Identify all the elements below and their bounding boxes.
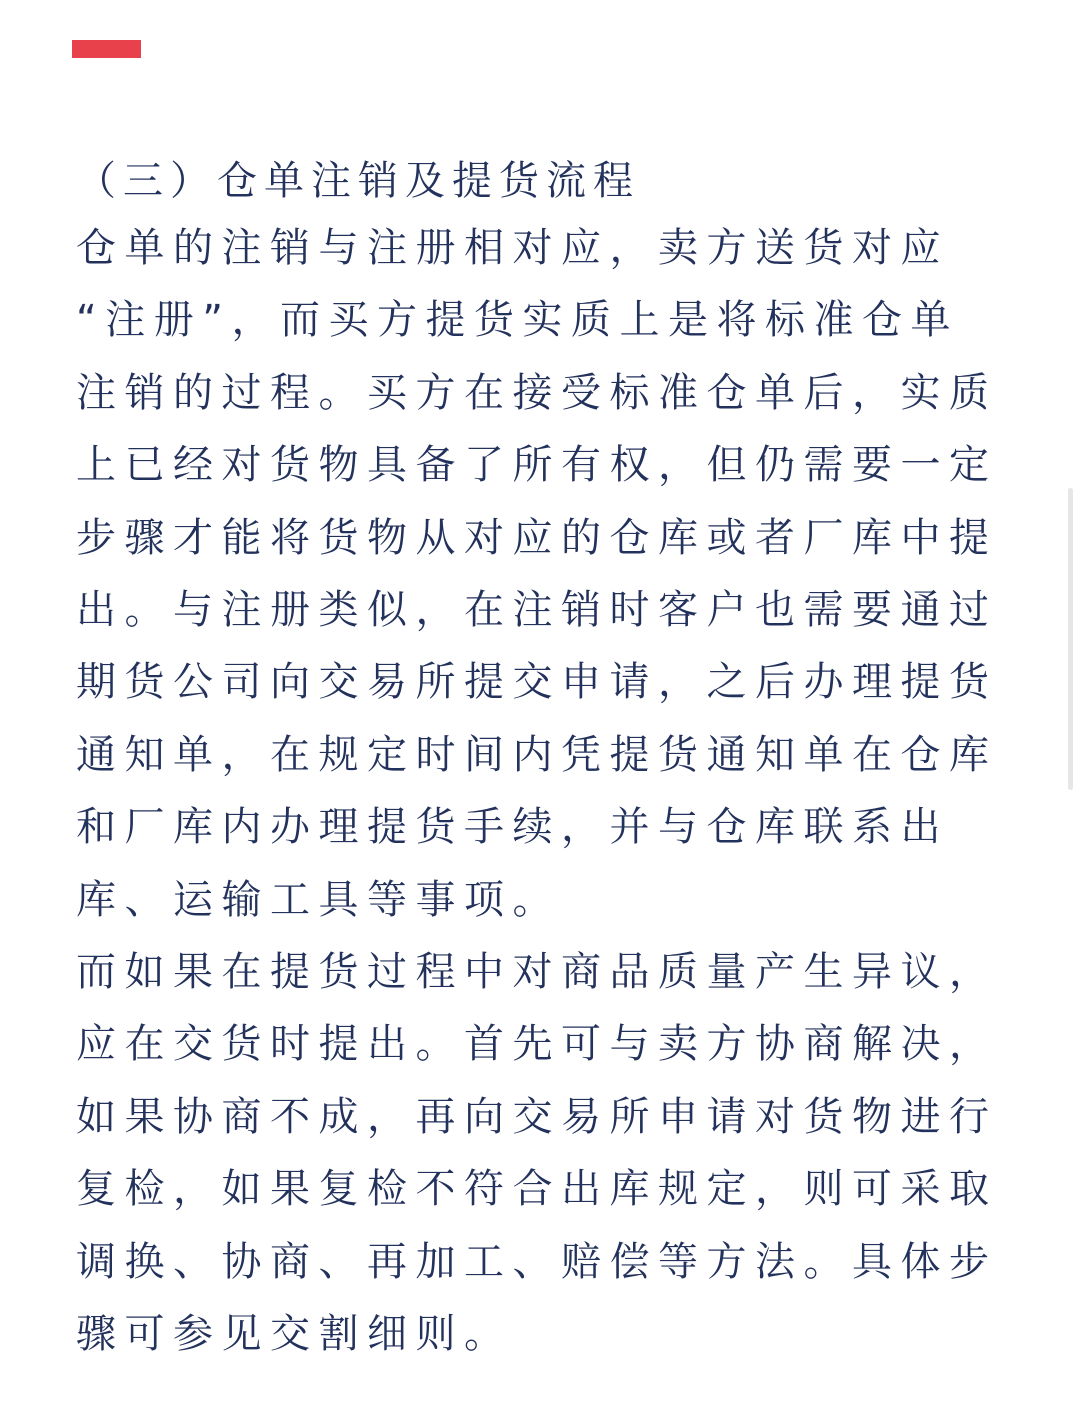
paragraph-line: 复检，如果复检不符合出库规定，则可采取 <box>76 1166 998 1213</box>
paragraph-line: 和厂库内办理提货手续，并与仓库联系出 <box>76 804 949 851</box>
paragraph-delivery-cancellation <box>76 212 1006 936</box>
article-content <box>76 150 1006 1371</box>
paragraph-line: 骤可参见交割细则。 <box>76 1311 513 1358</box>
paragraph-line: 仓单的注销与注册相对应，卖方送货对应 <box>76 225 949 271</box>
paragraph-line: 步骤才能将货物从对应的仓库或者厂库中提 <box>76 514 998 561</box>
paragraph-line: 库、运输工具等事项。 <box>76 876 561 923</box>
section-title: （三）仓单注销及提货流程 <box>76 158 640 204</box>
paragraph-quality-dispute <box>76 936 1006 1370</box>
paragraph-line: 通知单，在规定时间内凭提货通知单在仓库 <box>76 731 998 778</box>
paragraph-line: 上已经对货物具备了所有权，但仍需要一定 <box>76 442 998 489</box>
paragraph-line: “注册”，而买方提货实质上是将标准仓单 <box>76 297 959 344</box>
paragraph-line: 而如果在提货过程中对商品质量产生异议， <box>76 949 998 996</box>
paragraph-line: 如果协商不成，再向交易所申请对货物进行 <box>76 1093 998 1140</box>
paragraph-line: 期货公司向交易所提交申请，之后办理提货 <box>76 659 998 706</box>
paragraph-line: 调换、协商、再加工、赔偿等方法。具体步 <box>76 1238 998 1285</box>
accent-bar <box>72 40 141 58</box>
paragraph-line: 注销的过程。买方在接受标准仓单后，实质 <box>76 369 998 416</box>
paragraph-line: 应在交货时提出。首先可与卖方协商解决， <box>76 1021 998 1068</box>
paragraph-line: 出。与注册类似，在注销时客户也需要通过 <box>76 587 998 634</box>
scrollbar[interactable] <box>1068 488 1073 790</box>
